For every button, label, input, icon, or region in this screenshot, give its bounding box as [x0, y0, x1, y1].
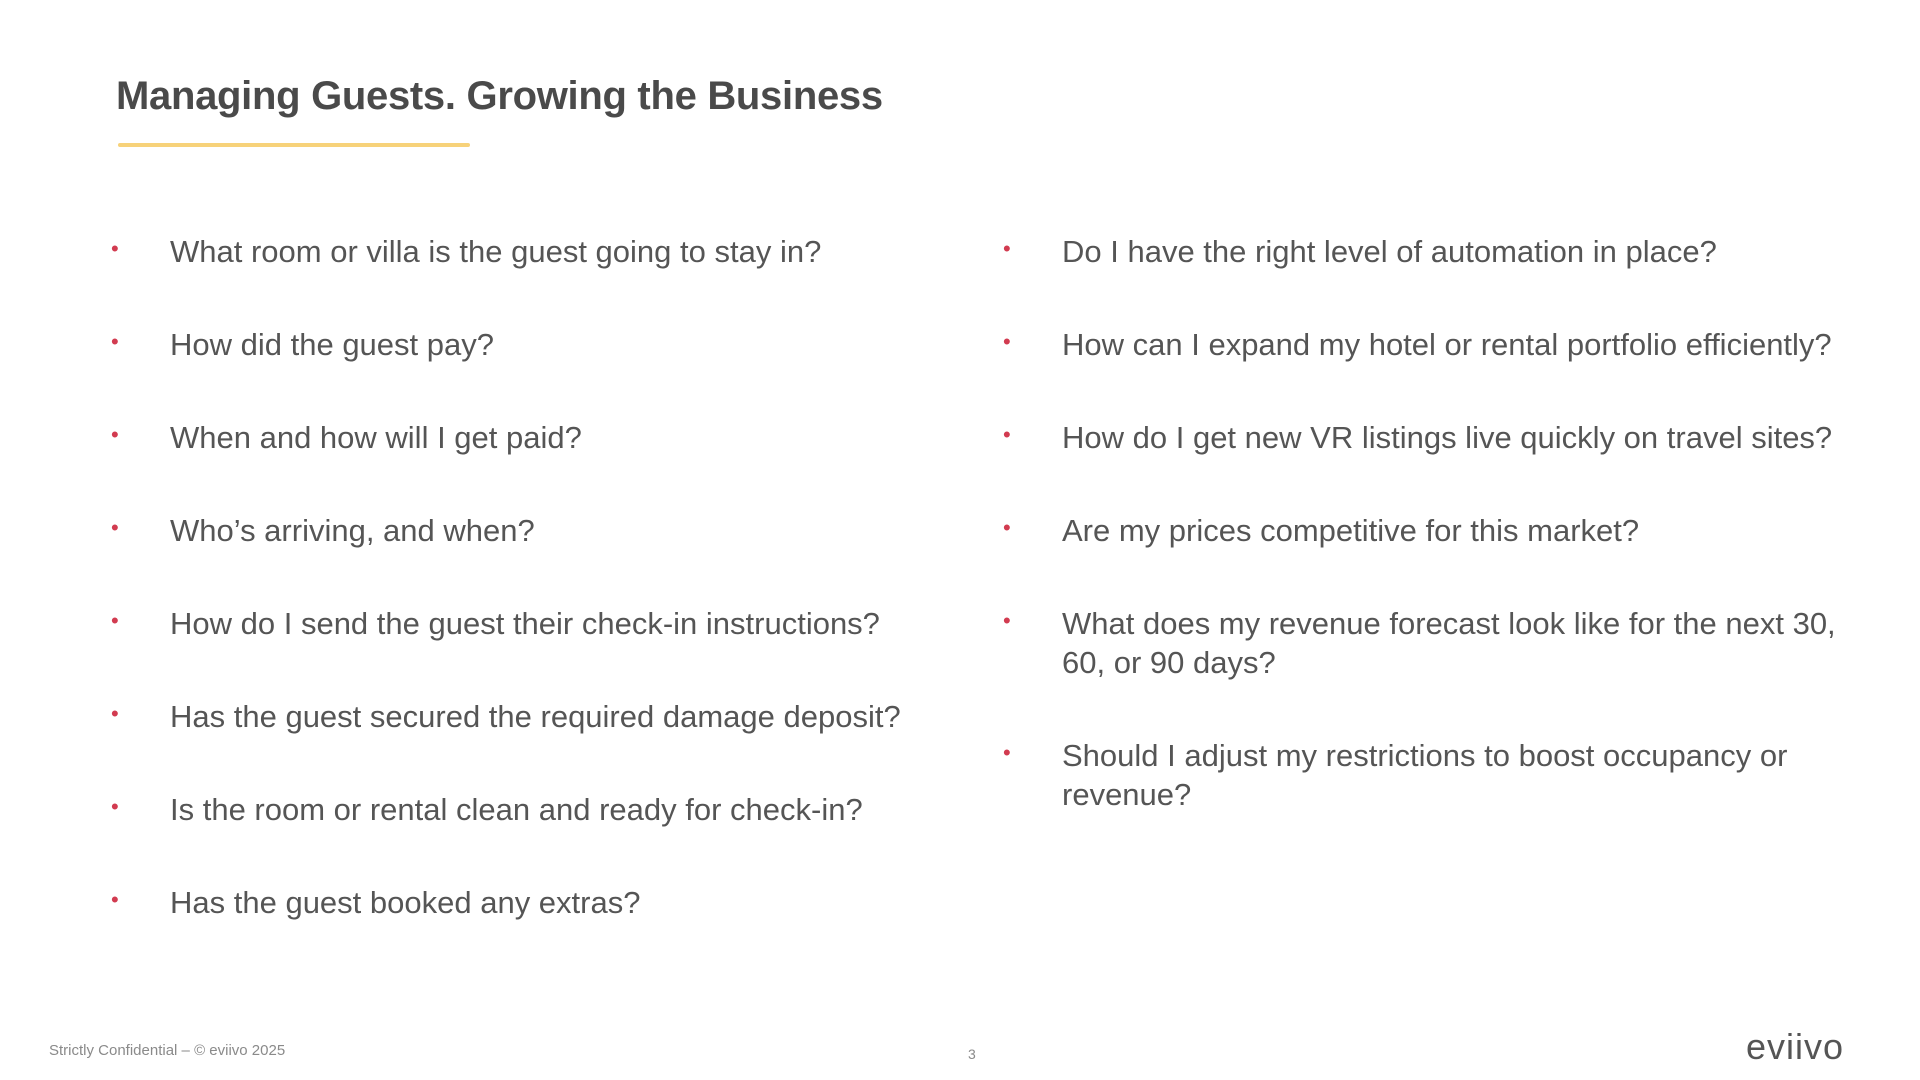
bullet-icon: •	[1003, 515, 1011, 540]
list-item-text: When and how will I get paid?	[170, 420, 582, 455]
eviivo-logo: eviivo	[1746, 1026, 1845, 1067]
bullet-icon: •	[1003, 329, 1011, 354]
list-item-text: How did the guest pay?	[170, 327, 494, 362]
list-item-text: How can I expand my hotel or rental portfolio efficiently?	[1062, 327, 1832, 362]
list-item-text: What room or villa is the guest going to stay in?	[170, 234, 822, 269]
bullet-icon: •	[111, 422, 119, 447]
list-item-text: How do I send the guest their check-in instructions?	[170, 606, 880, 641]
bullet-icon: •	[1003, 236, 1011, 261]
list-item	[111, 325, 951, 364]
bullet-icon: •	[111, 608, 119, 633]
list-item-text: How do I get new VR listings live quickly on travel sites?	[1062, 420, 1833, 455]
list-item	[1003, 325, 1843, 364]
bullet-icon: •	[111, 701, 119, 726]
list-item	[1003, 736, 1843, 814]
slide-title: Managing Guests. Growing the Business	[116, 74, 883, 118]
list-item-text: Has the guest secured the required damage deposit?	[170, 699, 901, 734]
list-item-text: Is the room or rental clean and ready for check-in?	[170, 792, 863, 827]
list-item-text: Has the guest booked any extras?	[170, 885, 641, 920]
list-item	[111, 697, 951, 736]
bullet-icon: •	[111, 887, 119, 912]
list-item	[111, 604, 951, 643]
list-item-text: Should I adjust my restrictions to boost occupancy or revenue?	[1062, 738, 1788, 812]
bullet-icon: •	[1003, 608, 1011, 633]
left-question-list	[111, 232, 951, 976]
list-item	[1003, 604, 1843, 682]
right-question-list	[1003, 232, 1843, 868]
list-item	[111, 511, 951, 550]
list-item	[111, 790, 951, 829]
bullet-icon: •	[111, 329, 119, 354]
list-item	[111, 418, 951, 457]
bullet-icon: •	[111, 794, 119, 819]
list-item	[111, 883, 951, 922]
bullet-icon: •	[111, 236, 119, 261]
list-item	[111, 232, 951, 271]
list-item-text: Who’s arriving, and when?	[170, 513, 535, 548]
list-item	[1003, 418, 1843, 457]
page-number: 3	[968, 1046, 976, 1062]
list-item	[1003, 232, 1843, 271]
list-item-text: Are my prices competitive for this market?	[1062, 513, 1640, 548]
list-item-text: Do I have the right level of automation in place?	[1062, 234, 1717, 269]
list-item-text: What does my revenue forecast look like for the next 30, 60, or 90 days?	[1062, 606, 1836, 680]
title-underline	[118, 143, 470, 147]
list-item	[1003, 511, 1843, 550]
bullet-icon: •	[1003, 740, 1011, 765]
bullet-icon: •	[111, 515, 119, 540]
bullet-icon: •	[1003, 422, 1011, 447]
confidential-notice: Strictly Confidential – © eviivo 2025	[49, 1042, 286, 1059]
